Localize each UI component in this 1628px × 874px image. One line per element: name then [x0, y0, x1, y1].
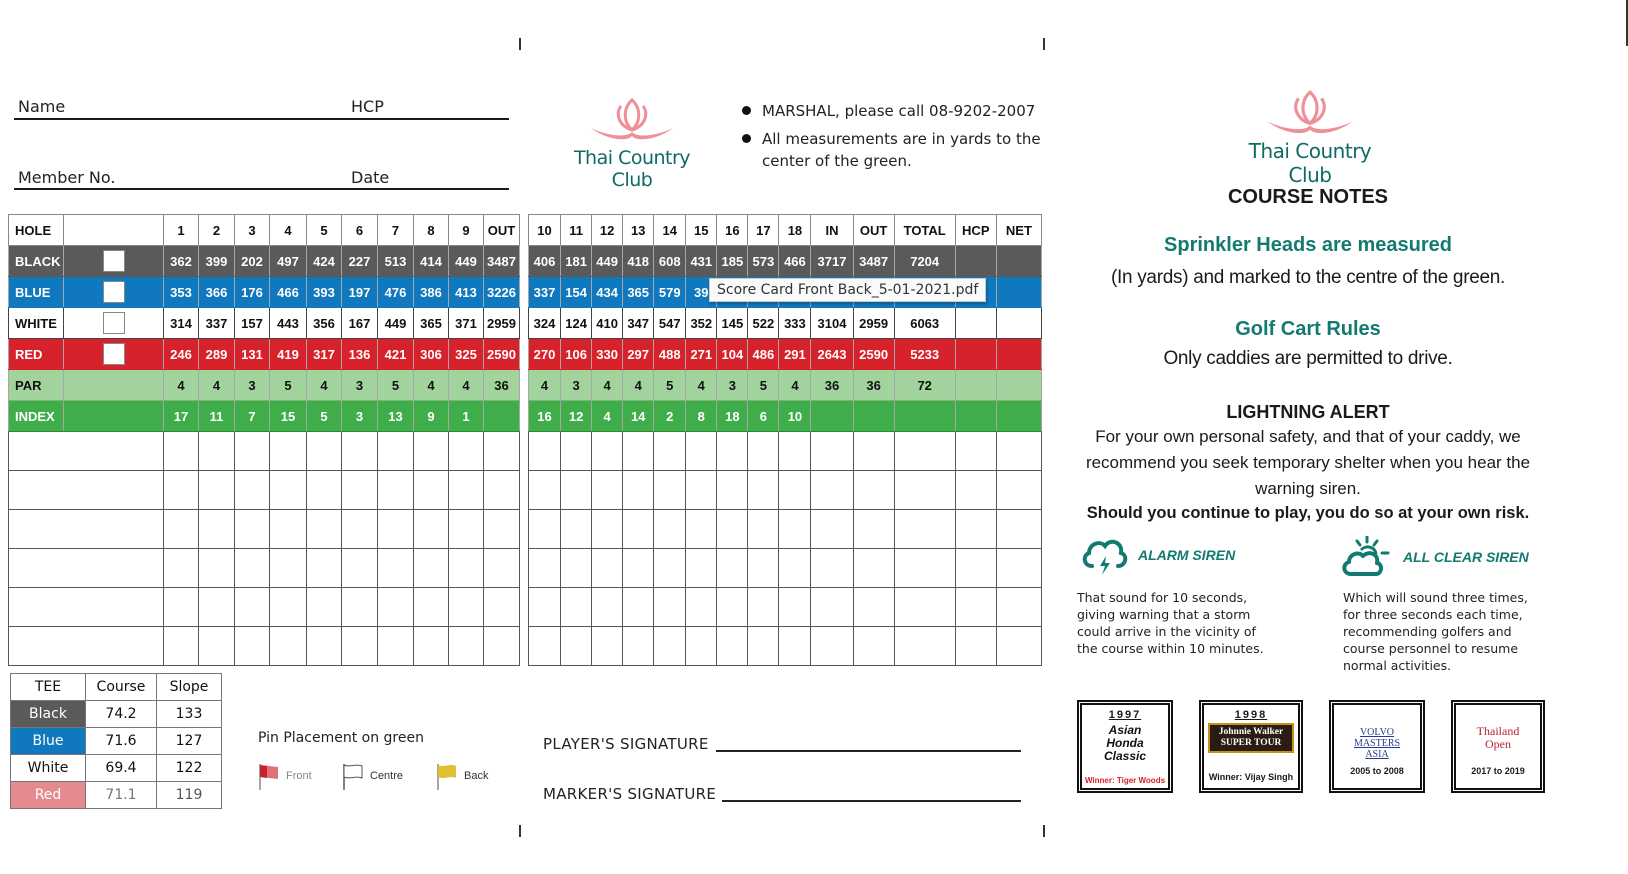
score-entry-row[interactable] — [529, 627, 1042, 666]
score-entry-row[interactable] — [9, 627, 520, 666]
yardage: 324 — [529, 308, 561, 339]
yardage: 431 — [686, 246, 717, 277]
hcp-cell[interactable] — [955, 308, 996, 339]
out-total: 2959 — [853, 308, 894, 339]
pin-front — [258, 762, 312, 790]
in-total: 3717 — [811, 246, 853, 277]
badge-volvo-masters — [1329, 700, 1425, 793]
course-rating: 71.6 — [86, 728, 157, 755]
index-value: 16 — [529, 401, 561, 432]
yardage: 317 — [307, 339, 342, 370]
row-label: WHITE — [9, 308, 64, 339]
grand-total: 7204 — [894, 246, 955, 277]
net-cell[interactable] — [996, 277, 1041, 308]
all-clear-siren-label: ALL CLEAR SIREN — [1403, 549, 1529, 565]
hole-number: 18 — [779, 215, 811, 246]
tee-checkbox[interactable] — [103, 343, 125, 365]
par-value: 4 — [592, 370, 623, 401]
lightning-warning: Should you continue to play, you do so at your own risk. — [1086, 504, 1530, 522]
club-logo — [552, 96, 712, 191]
out-header: OUT — [484, 215, 520, 246]
course-rating: 74.2 — [86, 701, 157, 728]
par-value: 5 — [654, 370, 686, 401]
index-row — [529, 401, 1042, 432]
course-rating-table — [10, 673, 222, 809]
course-notes-title: COURSE NOTES — [1227, 186, 1389, 208]
hcp-cell[interactable] — [955, 370, 996, 401]
tee-name: White — [11, 755, 86, 782]
hole-number: 10 — [529, 215, 561, 246]
net-cell[interactable] — [996, 339, 1041, 370]
badge-caption: Winner: Vijay Singh — [1208, 772, 1294, 782]
black-tee-row — [529, 246, 1042, 277]
score-entry-row[interactable] — [529, 471, 1042, 510]
hole-number: 14 — [654, 215, 686, 246]
blue-tee-row — [9, 277, 520, 308]
yardage: 608 — [654, 246, 686, 277]
score-entry-row[interactable] — [9, 588, 520, 627]
yardage: 270 — [529, 339, 561, 370]
row-label: INDEX — [9, 401, 64, 432]
yardage: 434 — [592, 277, 623, 308]
lotus-icon — [1263, 88, 1357, 138]
yardage: 124 — [561, 308, 592, 339]
hole-number: 17 — [748, 215, 779, 246]
hole-number: 12 — [592, 215, 623, 246]
red-tee-row — [9, 339, 520, 370]
index-value: 13 — [378, 401, 414, 432]
yardage: 356 — [307, 308, 342, 339]
white-tee-row — [529, 308, 1042, 339]
score-entry-row[interactable] — [529, 510, 1042, 549]
par-row — [9, 370, 520, 401]
out-total: 3226 — [484, 277, 520, 308]
in-header: IN — [811, 215, 853, 246]
yardage: 246 — [164, 339, 199, 370]
yardage: 297 — [623, 339, 654, 370]
par-value: 4 — [164, 370, 199, 401]
yardage: 421 — [378, 339, 414, 370]
out-header: OUT — [853, 215, 894, 246]
index-value: 10 — [779, 401, 811, 432]
par-value: 4 — [199, 370, 235, 401]
pin-label: Front — [286, 770, 312, 782]
yardage: 337 — [529, 277, 561, 308]
badge-caption: Winner: Tiger Woods — [1084, 776, 1166, 785]
yardage: 227 — [342, 246, 378, 277]
yardage: 181 — [561, 246, 592, 277]
asian-honda-classic-logo: Asian Honda Classic — [1103, 723, 1147, 763]
yardage: 418 — [623, 246, 654, 277]
member-no-label: Member No. — [18, 168, 116, 187]
yardage: 145 — [717, 308, 748, 339]
out-total — [484, 401, 520, 432]
yardage: 449 — [592, 246, 623, 277]
slope-header: Slope — [157, 674, 222, 701]
yardage: 362 — [164, 246, 199, 277]
yardage: 314 — [164, 308, 199, 339]
yardage: 104 — [717, 339, 748, 370]
white-flag-icon — [342, 762, 364, 790]
par-value: 3 — [717, 370, 748, 401]
yardage: 347 — [623, 308, 654, 339]
index-value: 9 — [414, 401, 449, 432]
marker-signature-line[interactable] — [722, 800, 1021, 802]
yardage: 410 — [592, 308, 623, 339]
yardage: 573 — [748, 246, 779, 277]
yardage: 449 — [449, 246, 484, 277]
tee-header — [64, 215, 164, 246]
hole-number: 3 — [235, 215, 270, 246]
index-value: 18 — [717, 401, 748, 432]
yardage: 202 — [235, 246, 270, 277]
cart-rules-text: Only caddies are permitted to drive. — [1163, 348, 1453, 369]
yardage: 476 — [378, 277, 414, 308]
hole-number: 16 — [717, 215, 748, 246]
out-total: 3487 — [853, 246, 894, 277]
par-value: 3 — [342, 370, 378, 401]
lotus-icon — [587, 96, 677, 144]
yardage: 352 — [686, 308, 717, 339]
yardage: 337 — [199, 308, 235, 339]
tee-header: TEE — [11, 674, 86, 701]
yardage: 366 — [199, 277, 235, 308]
par-value: 5 — [748, 370, 779, 401]
score-entry-row[interactable] — [9, 549, 520, 588]
in-total: 3104 — [811, 308, 853, 339]
yardage: 413 — [449, 277, 484, 308]
hole-number: 9 — [449, 215, 484, 246]
out-total: 2590 — [853, 339, 894, 370]
par-value: 5 — [378, 370, 414, 401]
yardage: 419 — [270, 339, 307, 370]
hole-number: 11 — [561, 215, 592, 246]
johnnie-walker-logo: Johnnie Walker SUPER TOUR — [1208, 723, 1294, 753]
yardage: 406 — [529, 246, 561, 277]
alarm-siren-text: That sound for 10 seconds, giving warning that a storm could arrive in the vicinity of the course within 10 minutes. — [1077, 590, 1264, 656]
badge-asian-honda-classic — [1077, 700, 1173, 793]
hole-number: 7 — [378, 215, 414, 246]
score-entry-row[interactable] — [9, 471, 520, 510]
slope-rating: 127 — [157, 728, 222, 755]
cart-rules-title: Golf Cart Rules — [1235, 318, 1381, 340]
all-clear-siren — [1341, 536, 1529, 578]
hcp-cell[interactable] — [955, 401, 996, 432]
in-total: 36 — [811, 370, 853, 401]
slope-rating: 122 — [157, 755, 222, 782]
yardage: 131 — [235, 339, 270, 370]
name-field-line[interactable] — [14, 118, 509, 120]
rating-header-row — [11, 674, 222, 701]
date-label: Date — [351, 168, 390, 187]
slope-rating: 133 — [157, 701, 222, 728]
yardage: 353 — [164, 277, 199, 308]
black-tee-row — [9, 246, 520, 277]
score-entry-row[interactable] — [529, 549, 1042, 588]
grand-total: 72 — [894, 370, 955, 401]
index-value: 5 — [307, 401, 342, 432]
player-name-cell[interactable] — [9, 627, 164, 666]
yardage: 185 — [717, 246, 748, 277]
yardage: 176 — [235, 277, 270, 308]
tee-checkbox[interactable] — [103, 312, 125, 334]
par-row — [529, 370, 1042, 401]
hole-number: 4 — [270, 215, 307, 246]
index-value: 17 — [164, 401, 199, 432]
net-cell[interactable] — [996, 401, 1041, 432]
alarm-siren-label: ALARM SIREN — [1138, 547, 1236, 563]
grand-total: 6063 — [894, 308, 955, 339]
yardage: 106 — [561, 339, 592, 370]
player-signature-line[interactable] — [716, 750, 1021, 752]
crop-mark — [519, 825, 521, 837]
total-header: TOTAL — [894, 215, 955, 246]
member-field-line[interactable] — [14, 188, 509, 190]
yardage: 424 — [307, 246, 342, 277]
badge-thailand-open — [1451, 700, 1545, 793]
yardage: 154 — [561, 277, 592, 308]
hole-header: HOLE — [9, 215, 64, 246]
index-value: 8 — [686, 401, 717, 432]
yardage: 365 — [623, 277, 654, 308]
par-value: 4 — [414, 370, 449, 401]
player-signature-label: PLAYER'S SIGNATURE — [543, 735, 709, 753]
yardage: 579 — [654, 277, 686, 308]
net-cell[interactable] — [996, 308, 1041, 339]
par-value: 4 — [686, 370, 717, 401]
yardage: 371 — [449, 308, 484, 339]
yardage: 333 — [779, 308, 811, 339]
yardage: 497 — [270, 246, 307, 277]
sprinkler-title: Sprinkler Heads are measured — [1164, 234, 1452, 256]
net-cell[interactable] — [996, 370, 1041, 401]
score-entry-row[interactable] — [9, 510, 520, 549]
yardage: 449 — [378, 308, 414, 339]
grand-total: 5233 — [894, 339, 955, 370]
yardage: 522 — [748, 308, 779, 339]
hole-number: 13 — [623, 215, 654, 246]
lightning-text: For your own personal safety, and that of your caddy, we recommend you seek temporary shelter when you hear the warning siren. — [1085, 427, 1531, 498]
out-total: 2590 — [484, 339, 520, 370]
volvo-masters-logo: VOLVO MASTERS ASIA — [1353, 727, 1401, 760]
yardage: 513 — [378, 246, 414, 277]
index-value: 1 — [449, 401, 484, 432]
marker-signature-label: MARKER'S SIGNATURE — [543, 785, 717, 803]
index-value: 6 — [748, 401, 779, 432]
yardage: 197 — [342, 277, 378, 308]
par-value: 4 — [623, 370, 654, 401]
yardage: 414 — [414, 246, 449, 277]
red-flag-icon — [258, 762, 280, 790]
hole-number: 15 — [686, 215, 717, 246]
player-name-cell[interactable] — [9, 471, 164, 510]
badge-year: 1997 — [1108, 709, 1142, 721]
hole-number: 2 — [199, 215, 235, 246]
crop-mark — [1043, 38, 1045, 50]
score-entry-row[interactable] — [529, 588, 1042, 627]
alarm-siren — [1080, 534, 1235, 576]
player-name-cell[interactable] — [9, 510, 164, 549]
par-value: 3 — [235, 370, 270, 401]
course-rating: 71.1 — [86, 782, 157, 809]
pin-label: Back — [464, 770, 489, 782]
row-label: BLUE — [9, 277, 64, 308]
out-total: 3487 — [484, 246, 520, 277]
badge-caption: 2005 to 2008 — [1350, 766, 1404, 776]
out-total — [853, 401, 894, 432]
hole-number: 6 — [342, 215, 378, 246]
par-value: 4 — [779, 370, 811, 401]
net-cell[interactable] — [996, 246, 1041, 277]
rating-row-black — [11, 701, 222, 728]
in-total: 2643 — [811, 339, 853, 370]
hcp-header: HCP — [955, 215, 996, 246]
index-value: 12 — [561, 401, 592, 432]
score-entry-row[interactable] — [529, 432, 1042, 471]
yellow-flag-icon — [436, 762, 458, 790]
sprinkler-text: (In yards) and marked to the centre of the green. — [1110, 267, 1506, 288]
measurement-note: All measurements are in yards to the center of the green. — [742, 128, 1052, 172]
index-value: 4 — [592, 401, 623, 432]
rating-row-blue — [11, 728, 222, 755]
par-value: 4 — [449, 370, 484, 401]
rating-row-red — [11, 782, 222, 809]
par-value: 5 — [270, 370, 307, 401]
pin-centre — [342, 762, 403, 790]
out-total: 36 — [484, 370, 520, 401]
club-name: Thai Country Club — [1248, 139, 1372, 187]
name-label: Name — [18, 97, 66, 116]
course-rating: 69.4 — [86, 755, 157, 782]
tee-name: Red — [11, 782, 86, 809]
yardage: 466 — [270, 277, 307, 308]
yardage: 39 — [686, 277, 717, 308]
crop-mark — [1043, 825, 1045, 837]
yardage: 443 — [270, 308, 307, 339]
pin-label: Centre — [370, 770, 404, 782]
top-notes — [742, 100, 1052, 178]
yardage: 291 — [779, 339, 811, 370]
club-name: Thai Country Club — [573, 147, 691, 191]
yardage: 547 — [654, 308, 686, 339]
hcp-cell[interactable] — [955, 339, 996, 370]
sun-cloud-icon — [1341, 536, 1393, 578]
index-value: 7 — [235, 401, 270, 432]
yardage: 325 — [449, 339, 484, 370]
crop-mark — [519, 38, 521, 50]
pin-back — [436, 762, 488, 790]
hole-number: 1 — [164, 215, 199, 246]
slope-rating: 119 — [157, 782, 222, 809]
yardage: 167 — [342, 308, 378, 339]
yardage: 393 — [307, 277, 342, 308]
player-name-cell[interactable] — [9, 588, 164, 627]
yardage: 386 — [414, 277, 449, 308]
out-total: 2959 — [484, 308, 520, 339]
in-total — [811, 401, 853, 432]
lightning-title: LIGHTNING ALERT — [1226, 402, 1390, 422]
yardage: 486 — [748, 339, 779, 370]
net-header: NET — [996, 215, 1041, 246]
file-tooltip: Score Card Front Back_5-01-2021.pdf — [709, 278, 986, 302]
hcp-cell[interactable] — [955, 246, 996, 277]
course-header: Course — [86, 674, 157, 701]
yardage: 330 — [592, 339, 623, 370]
row-label: RED — [9, 339, 64, 370]
yardage: 399 — [199, 246, 235, 277]
tee-name: Blue — [11, 728, 86, 755]
tee-name: Black — [11, 701, 86, 728]
index-value: 14 — [623, 401, 654, 432]
par-value: 4 — [529, 370, 561, 401]
row-label: PAR — [9, 370, 64, 401]
hole-number: 5 — [307, 215, 342, 246]
par-value: 4 — [307, 370, 342, 401]
badge-caption: 2017 to 2019 — [1471, 766, 1525, 776]
player-name-cell[interactable] — [9, 549, 164, 588]
score-entry-row[interactable] — [9, 432, 520, 471]
badge-johnnie-walker — [1199, 700, 1303, 793]
marshal-note: MARSHAL, please call 08-9202-2007 — [742, 100, 1052, 122]
yardage: 136 — [342, 339, 378, 370]
par-value: 3 — [561, 370, 592, 401]
index-value: 3 — [342, 401, 378, 432]
hole-number: 8 — [414, 215, 449, 246]
player-name-cell[interactable] — [9, 432, 164, 471]
storm-cloud-icon — [1080, 534, 1128, 576]
hcp-label: HCP — [351, 97, 384, 116]
red-tee-row — [529, 339, 1042, 370]
rating-row-white — [11, 755, 222, 782]
yardage: 157 — [235, 308, 270, 339]
yardage: 271 — [686, 339, 717, 370]
pin-placement-title: Pin Placement on green — [258, 730, 424, 746]
grand-total — [894, 401, 955, 432]
index-value: 2 — [654, 401, 686, 432]
index-row — [9, 401, 520, 432]
hole-header-row — [9, 215, 520, 246]
club-logo-right — [1228, 88, 1392, 187]
all-clear-siren-text: Which will sound three times, for three seconds each time, recommending golfers and course personnel to resume normal activities. — [1343, 590, 1528, 673]
yardage: 466 — [779, 246, 811, 277]
front-nine-table — [8, 214, 520, 666]
out-total: 36 — [853, 370, 894, 401]
badge-year: 1998 — [1234, 709, 1268, 721]
yardage: 289 — [199, 339, 235, 370]
index-value: 15 — [270, 401, 307, 432]
yardage: 306 — [414, 339, 449, 370]
tee-checkbox[interactable] — [103, 250, 125, 272]
row-label: BLACK — [9, 246, 64, 277]
yardage: 488 — [654, 339, 686, 370]
hole-header-row — [529, 215, 1042, 246]
yardage: 365 — [414, 308, 449, 339]
thailand-open-logo: Thailand Open — [1476, 724, 1520, 751]
white-tee-row — [9, 308, 520, 339]
tee-checkbox[interactable] — [103, 281, 125, 303]
index-value: 11 — [199, 401, 235, 432]
